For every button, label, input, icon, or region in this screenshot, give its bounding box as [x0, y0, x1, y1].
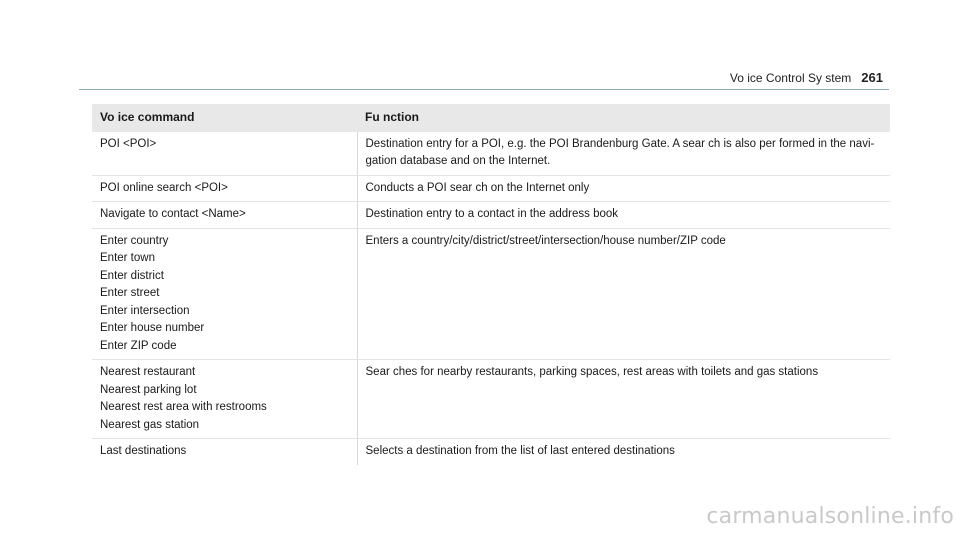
function-cell: Enters a country/city/district/street/intersection/house number/ZIP code: [357, 228, 890, 360]
function-cell: Sear ches for nearby restaurants, parking spaces, rest areas with toilets and gas stations: [357, 360, 890, 439]
column-header-function: Fu nction: [357, 104, 890, 132]
command-text: Enter country: [100, 234, 169, 247]
command-text: Enter street: [100, 287, 160, 299]
table-row: [92, 132, 890, 176]
command-text: POI online search <POI>: [100, 181, 228, 194]
command-cell: [92, 175, 357, 202]
table-row: [92, 175, 890, 202]
table-row: [92, 360, 890, 439]
command-text: Last destinations: [100, 445, 187, 457]
function-cell: Selects a destination from the list of last entered destinations: [365, 445, 675, 457]
table-row: [92, 202, 890, 229]
command-text: Nearest parking lot: [100, 383, 197, 396]
page-number: 261: [861, 70, 883, 85]
command-text: Enter intersection: [100, 304, 190, 317]
watermark: carmanualsonline.info: [706, 504, 954, 529]
section-title: Vo ice Control Sy stem: [729, 71, 852, 85]
command-cell: [92, 360, 357, 439]
function-cell: Destination entry for a POI, e.g. the POI Brandenburg Gate. A sear ch is also per formed in the navi- gation database and on the Internet.: [357, 132, 890, 176]
table-header-row: [92, 104, 890, 132]
command-text: Enter district: [100, 269, 164, 282]
command-text: Nearest rest area with restrooms: [100, 401, 267, 413]
command-text: Enter house number: [100, 322, 205, 334]
page-header: [730, 70, 883, 85]
table-row: [92, 228, 890, 360]
command-cell: [92, 228, 357, 360]
command-text: Enter ZIP code: [100, 339, 177, 352]
command-text: Enter town: [100, 252, 155, 264]
voice-command-table: [92, 104, 890, 465]
command-cell: [92, 132, 357, 176]
header-divider: [79, 89, 889, 90]
command-cell: [92, 202, 357, 229]
column-header-command: Vo ice command: [92, 104, 357, 132]
table-row: [92, 439, 890, 465]
function-cell: Conducts a POI sear ch on the Internet only: [357, 175, 890, 202]
command-cell: [92, 439, 357, 465]
command-text: Navigate to contact <Name>: [100, 208, 246, 220]
command-text: POI <POI>: [100, 137, 157, 150]
command-text: Nearest gas station: [100, 418, 200, 431]
command-text: Nearest restaurant: [100, 366, 196, 378]
function-cell: Destination entry to a contact in the address book: [357, 202, 890, 229]
